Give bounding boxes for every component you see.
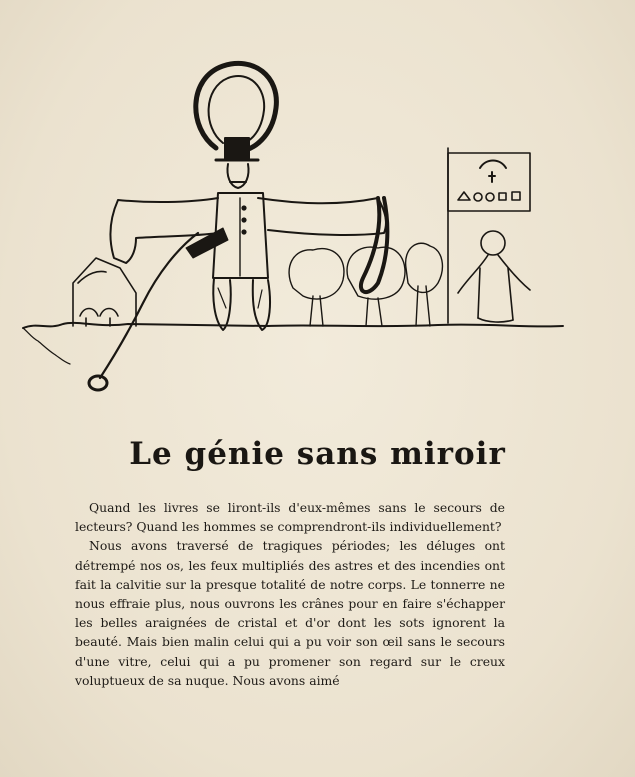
flag-drawing	[448, 148, 530, 323]
drawing-illustration	[18, 58, 578, 398]
body-text	[75, 498, 505, 690]
chapter-title: Le génie sans miroir	[129, 436, 506, 472]
whip-drawing	[89, 233, 198, 390]
figure-drawing	[111, 164, 388, 330]
tree-drawing	[289, 243, 442, 326]
paragraph-2: Nous avons traversé de tragiques périodes; les déluges ont détrempé nos os, les feux multipliés des astres et des incendies ont fait la calvitie sur la presque totalité de notre corps. Le tonnerre ne nous effraie plus, nous ouvrons les crânes pour en faire s'échapper les belles araignées de cristal et d'or dont les sots ignorent la beauté. Mais bien malin celui qui a pu voir son œil sans le secours d'une vitre, celui qui a pu promener son regard sur le creux voluptueux de sa nuque. Nous avons aimé	[75, 538, 505, 688]
house-drawing	[73, 258, 136, 326]
paragraph-1: Quand les livres se liront-ils d'eux-mêmes sans le secours de lecteurs? Quand les hommes se comprendront-ils individuellement?	[75, 500, 505, 535]
ground-line	[23, 323, 563, 364]
creature-drawing	[458, 231, 530, 322]
